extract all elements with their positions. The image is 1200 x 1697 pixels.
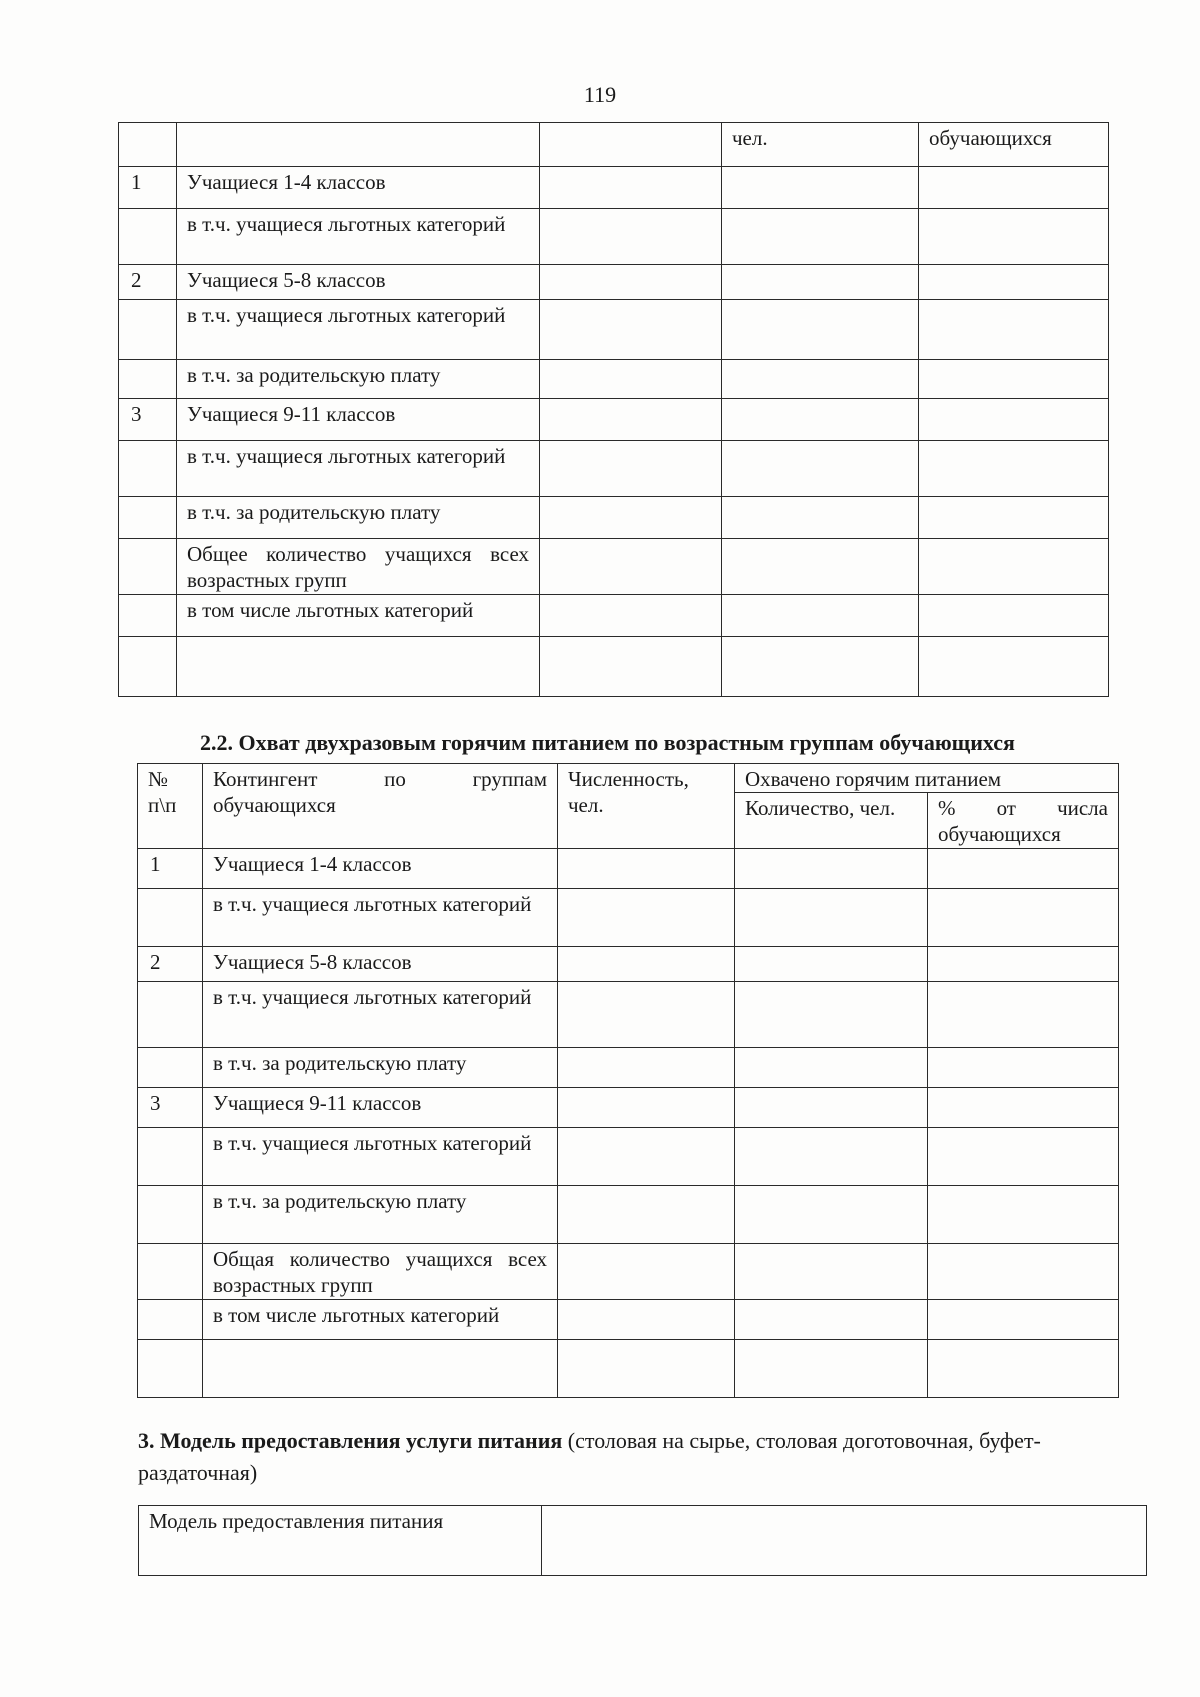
row-label-cell: Учащиеся 1-4 классов	[203, 849, 558, 889]
row-label-cell: Учащиеся 9-11 классов	[203, 1088, 558, 1128]
value-cell[interactable]	[558, 1300, 735, 1340]
hot-meals-coverage-table	[137, 763, 1119, 1398]
value-cell[interactable]	[919, 265, 1109, 300]
table-row	[119, 399, 1109, 441]
service-model-table	[138, 1505, 1147, 1576]
value-cell[interactable]	[919, 637, 1109, 697]
row-label-cell: в т.ч. за родительскую плату	[203, 1048, 558, 1088]
row-label-cell: в т.ч. учащиеся льготных категорий	[203, 889, 558, 947]
row-number-cell	[138, 982, 203, 1048]
row-number-cell: 2	[119, 265, 177, 300]
value-cell[interactable]	[919, 360, 1109, 399]
row-label-cell: в т.ч. учащиеся льготных категорий	[177, 441, 540, 497]
table-row	[119, 209, 1109, 265]
value-cell[interactable]	[928, 947, 1119, 982]
value-cell[interactable]	[928, 889, 1119, 947]
table-row	[119, 441, 1109, 497]
value-cell[interactable]	[558, 1340, 735, 1398]
row-number-cell	[119, 441, 177, 497]
table-row	[119, 300, 1109, 360]
header-covered: Охвачено горячим питанием	[735, 764, 1119, 793]
value-cell[interactable]	[735, 1186, 928, 1244]
row-number-cell	[119, 637, 177, 697]
value-cell[interactable]	[919, 539, 1109, 595]
header-num: № п\п	[138, 764, 203, 849]
row-label-cell	[203, 1340, 558, 1398]
table-row	[138, 1186, 1119, 1244]
table-row	[138, 1088, 1119, 1128]
hot-meals-table-body	[138, 764, 1119, 1398]
header-cell: обучающихся	[919, 123, 1109, 167]
row-label-cell: Общая количество учащихся всех возрастных групп	[203, 1244, 558, 1300]
row-number-cell	[119, 209, 177, 265]
section-2-2-heading: 2.2. Охват двухразовым горячим питанием по возрастным группам обучающихся	[200, 730, 1015, 755]
value-cell[interactable]	[735, 1340, 928, 1398]
row-label-cell: Учащиеся 1-4 классов	[177, 167, 540, 209]
section-3-heading	[138, 1425, 1148, 1489]
service-model-value[interactable]	[542, 1506, 1147, 1576]
row-label-cell: в т.ч. учащиеся льготных категорий	[203, 982, 558, 1048]
row-number-cell	[119, 300, 177, 360]
row-number-cell	[119, 497, 177, 539]
value-cell[interactable]	[735, 982, 928, 1048]
service-model-row	[139, 1506, 1147, 1576]
header-covered-percent: % от числа обучающихся	[928, 793, 1119, 849]
row-label-cell: Учащиеся 5-8 классов	[177, 265, 540, 300]
value-cell[interactable]	[558, 1088, 735, 1128]
value-cell[interactable]	[558, 889, 735, 947]
value-cell[interactable]	[919, 595, 1109, 637]
row-number-cell	[138, 1340, 203, 1398]
value-cell[interactable]	[540, 360, 722, 399]
row-number-cell: 1	[119, 167, 177, 209]
value-cell[interactable]	[540, 209, 722, 265]
table-row	[119, 637, 1109, 697]
table-header-row	[138, 764, 1119, 793]
value-cell[interactable]	[558, 1244, 735, 1300]
value-cell[interactable]	[735, 1300, 928, 1340]
value-cell[interactable]	[735, 1128, 928, 1186]
value-cell[interactable]	[722, 360, 919, 399]
value-cell[interactable]	[722, 265, 919, 300]
value-cell[interactable]	[540, 539, 722, 595]
value-cell[interactable]	[722, 637, 919, 697]
value-cell[interactable]	[919, 209, 1109, 265]
value-cell[interactable]	[735, 1088, 928, 1128]
enrollment-table-body	[119, 123, 1109, 697]
table-row	[138, 889, 1119, 947]
value-cell[interactable]	[540, 637, 722, 697]
section-3-subtitle: (столовая на сырье, столовая доготовочная, буфет-раздаточная)	[138, 1428, 1041, 1485]
value-cell[interactable]	[540, 595, 722, 637]
value-cell[interactable]	[558, 1048, 735, 1088]
header-cell	[177, 123, 540, 167]
value-cell[interactable]	[928, 1128, 1119, 1186]
table-row	[138, 947, 1119, 982]
value-cell[interactable]	[540, 300, 722, 360]
header-contingent: Контингент по группам обучающихся	[203, 764, 558, 849]
value-cell[interactable]	[540, 497, 722, 539]
value-cell[interactable]	[919, 497, 1109, 539]
row-label-cell: в т.ч. учащиеся льготных категорий	[177, 300, 540, 360]
value-cell[interactable]	[919, 300, 1109, 360]
table-row	[119, 265, 1109, 300]
value-cell[interactable]	[735, 889, 928, 947]
row-label-cell: в т.ч. учащиеся льготных категорий	[177, 209, 540, 265]
value-cell[interactable]	[919, 441, 1109, 497]
enrollment-table	[118, 122, 1109, 697]
row-number-cell	[138, 1128, 203, 1186]
value-cell[interactable]	[928, 1300, 1119, 1340]
service-model-label: Модель предоставления питания	[139, 1506, 542, 1576]
value-cell[interactable]	[928, 1048, 1119, 1088]
value-cell[interactable]	[722, 595, 919, 637]
table-row	[138, 1300, 1119, 1340]
value-cell[interactable]	[735, 849, 928, 889]
row-label-cell: в т.ч. за родительскую плату	[177, 497, 540, 539]
value-cell[interactable]	[722, 497, 919, 539]
row-label-cell: в т.ч. за родительскую плату	[203, 1186, 558, 1244]
row-number-cell	[119, 539, 177, 595]
value-cell[interactable]	[928, 982, 1119, 1048]
value-cell[interactable]	[558, 982, 735, 1048]
value-cell[interactable]	[722, 300, 919, 360]
row-number-cell	[138, 1048, 203, 1088]
row-number-cell	[119, 595, 177, 637]
value-cell[interactable]	[540, 167, 722, 209]
row-number-cell: 2	[138, 947, 203, 982]
table-row	[138, 1340, 1119, 1398]
section-3-title: 3. Модель предоставления услуги питания	[138, 1428, 563, 1453]
value-cell[interactable]	[735, 947, 928, 982]
row-number-cell	[138, 1186, 203, 1244]
value-cell[interactable]	[558, 947, 735, 982]
table-row	[138, 1244, 1119, 1300]
table-row	[119, 539, 1109, 595]
row-number-cell	[138, 889, 203, 947]
value-cell[interactable]	[722, 539, 919, 595]
table-header-continuation	[119, 123, 1109, 167]
row-label-cell: в т.ч. за родительскую плату	[177, 360, 540, 399]
table-row	[138, 982, 1119, 1048]
row-label-cell: в том числе льготных категорий	[203, 1300, 558, 1340]
table-row	[138, 1128, 1119, 1186]
value-cell[interactable]	[919, 167, 1109, 209]
row-label-cell: Учащиеся 5-8 классов	[203, 947, 558, 982]
value-cell[interactable]	[919, 399, 1109, 441]
value-cell[interactable]	[928, 1340, 1119, 1398]
row-number-cell: 3	[138, 1088, 203, 1128]
value-cell[interactable]	[928, 1244, 1119, 1300]
value-cell[interactable]	[722, 167, 919, 209]
table-row	[119, 360, 1109, 399]
row-label-cell: Общее количество учащихся всех возрастных групп	[177, 539, 540, 595]
header-covered-count: Количество, чел.	[735, 793, 928, 849]
table-row	[138, 1048, 1119, 1088]
value-cell[interactable]	[735, 1244, 928, 1300]
header-cell	[540, 123, 722, 167]
value-cell[interactable]	[540, 399, 722, 441]
table-row	[119, 497, 1109, 539]
value-cell[interactable]	[558, 849, 735, 889]
value-cell[interactable]	[722, 441, 919, 497]
value-cell[interactable]	[928, 1186, 1119, 1244]
row-number-cell	[138, 1244, 203, 1300]
row-number-cell: 3	[119, 399, 177, 441]
value-cell[interactable]	[735, 1048, 928, 1088]
table-row	[119, 167, 1109, 209]
row-label-cell: Учащиеся 9-11 классов	[177, 399, 540, 441]
row-number-cell	[138, 1300, 203, 1340]
row-label-cell	[177, 637, 540, 697]
table-row	[138, 849, 1119, 889]
value-cell[interactable]	[928, 1088, 1119, 1128]
value-cell[interactable]	[558, 1128, 735, 1186]
row-number-cell	[119, 360, 177, 399]
value-cell[interactable]	[722, 209, 919, 265]
value-cell[interactable]	[722, 399, 919, 441]
row-label-cell: в том числе льготных категорий	[177, 595, 540, 637]
row-number-cell: 1	[138, 849, 203, 889]
value-cell[interactable]	[558, 1186, 735, 1244]
header-count: Численность, чел.	[558, 764, 735, 849]
table-row	[119, 595, 1109, 637]
value-cell[interactable]	[540, 265, 722, 300]
row-label-cell: в т.ч. учащиеся льготных категорий	[203, 1128, 558, 1186]
value-cell[interactable]	[540, 441, 722, 497]
page-number: 119	[583, 82, 617, 107]
value-cell[interactable]	[928, 849, 1119, 889]
header-cell	[119, 123, 177, 167]
header-cell: чел.	[722, 123, 919, 167]
